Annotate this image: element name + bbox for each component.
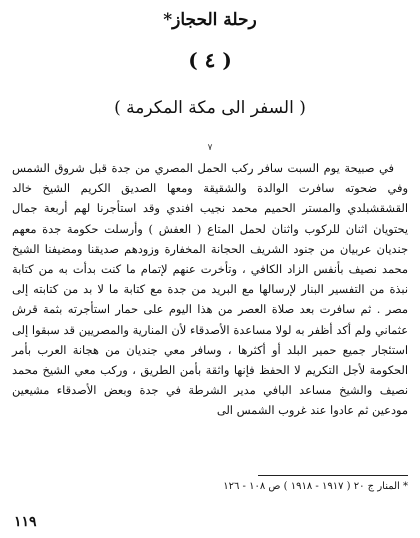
chapter-number-label: ( ٤ ) xyxy=(188,48,232,72)
section-title xyxy=(0,98,420,118)
footnote xyxy=(12,481,408,492)
section-mark xyxy=(0,143,420,153)
page-number-text: ١١٩ xyxy=(14,514,37,530)
footnote-text: * المنار ج ٢٠ ( ١٩١٧ - ١٩١٨ ) ص ١٠٨ - ١٢٦ xyxy=(223,481,408,492)
body-paragraph: في صبيحة يوم السبت سافر ركب الحمل المصري من جدة قبل شروق الشمس وفي ضحوته سافرت الوالدة والشقيقة ومعها الصديق الكريم الشيخ خالد القشقشبلدي والمستر الحميم محمد نجيب افندي وقد استأجرنا لهم أربعة جمال يحتويان اثنان للركوب واثنان لحمل المتاع ( العفش ) وأرسلت حكومة جدة معهم جنديان عربيان من جنود الشريف الحجانة المخفارة وزودهم صديقنا ومضيفنا الشيخ محمد نصيف بأنفس الزاد الكافي ، وتأخرت عنهم لإتمام ما كنت بدأت به من كتابة نبذة من التفسير البنار لإرسالها مع البريد من جدة مع كتابة ما لا بد من كتابته إلى مصر . ثم سافرت بعد صلاة العصر من هذا اليوم على حمار استأجرته بثمة قرش عثماني ولم أكد أظفر به لولا مساعدة الأصدقاء لأن المنارية والمصريين قد سبقوا إلى استئجار جميع حمير البلد أو أكثرها ، وسافر معي جنديان من هجانة العرب بأمر الحكومة لأجل التكريم لا الحفظ فإنها واثقة بأمن الطريق ، وركب معي الشيخ محمد نصيف والشيخ مساعد البافي مدير الشرطة في جدة وبعض الأصدقاء مشيعين مودعين ثم عادوا عند غروب الشمس الى xyxy=(12,161,408,418)
footnote-divider xyxy=(258,475,408,476)
body-text xyxy=(12,158,408,421)
page-number xyxy=(14,514,37,530)
header-title: رحلة الحجاز* xyxy=(163,10,257,30)
section-mark-text: ٧ xyxy=(207,143,213,153)
running-header xyxy=(0,10,420,30)
section-title-text: ( السفر الى مكة المكرمة ) xyxy=(114,98,306,118)
chapter-number xyxy=(0,48,420,72)
